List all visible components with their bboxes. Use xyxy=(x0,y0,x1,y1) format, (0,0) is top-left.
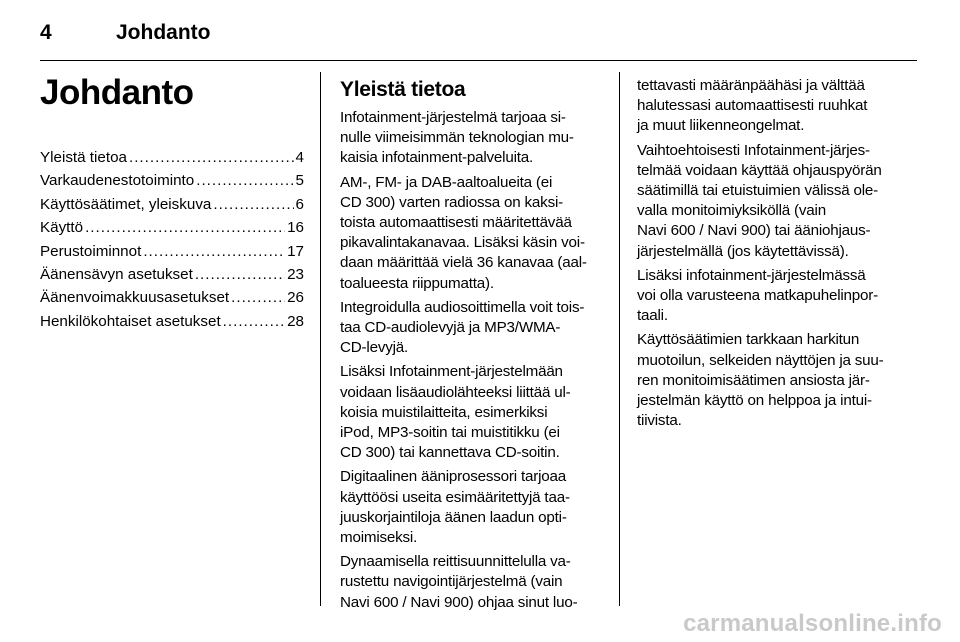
paragraph xyxy=(340,173,604,294)
paragraph xyxy=(637,330,903,431)
column-divider-left xyxy=(320,72,321,606)
table-of-contents xyxy=(40,146,304,333)
text-line: koisia muistilaitteita, esimerkiksi xyxy=(340,403,548,421)
text-line: Lisäksi Infotainment-järjestelmään xyxy=(340,363,563,381)
text-line: Dynaamisella reittisuunnittelulla va- xyxy=(340,553,571,571)
toc-dot-leader xyxy=(213,193,293,216)
text-line: järjestelmällä (jos käytettävissä). xyxy=(637,242,849,260)
text-line: AM-, FM- ja DAB-aaltoalueita (ei xyxy=(340,173,553,191)
toc-entry[interactable] xyxy=(40,193,304,216)
text-line: Käyttösäätimien tarkkaan harkitun xyxy=(637,331,860,349)
paragraph xyxy=(637,76,903,137)
text-line: nulle viimeisimmän teknologian mu- xyxy=(340,129,574,147)
text-line: daan määrittää vielä 36 kanavaa (aal- xyxy=(340,254,587,272)
page-number: 4 xyxy=(40,21,52,44)
text-line: juuskorjaintiloja äänen laadun opti- xyxy=(340,508,567,526)
text-line: ren monitoimisäätimen ansiosta jär- xyxy=(637,371,870,389)
text-line: Integroidulla audiosoittimella voit tois- xyxy=(340,298,585,316)
toc-entry[interactable] xyxy=(40,286,304,309)
toc-entry-label: Käyttösäätimet, yleiskuva xyxy=(40,195,212,213)
column-divider-right xyxy=(619,72,620,606)
text-line: taa CD-audiolevyjä ja MP3/WMA- xyxy=(340,319,561,337)
text-line: Infotainment-järjestelmä tarjoaa si- xyxy=(340,109,566,126)
text-line: voidaan lisäaudiolähteeksi liittää ul- xyxy=(340,383,571,401)
text-line: tiivista. xyxy=(637,412,682,430)
text-line: käyttöösi useita esimääritettyjä taa- xyxy=(340,488,570,506)
toc-entry-label: Äänenvoimakkuusasetukset xyxy=(40,289,230,307)
toc-entry[interactable] xyxy=(40,263,304,286)
paragraph xyxy=(340,552,604,613)
toc-entry-page: 4 xyxy=(295,149,304,166)
toc-entry-page: 23 xyxy=(287,266,304,284)
text-line: CD 300) tai kannettava CD-soitin. xyxy=(340,444,560,462)
paragraph xyxy=(340,298,604,359)
toc-entry-page: 28 xyxy=(287,312,304,330)
toc-entry[interactable] xyxy=(40,240,304,263)
toc-entry-label: Perustoiminnot xyxy=(40,242,142,260)
text-line: rustettu navigointijärjestelmä (vain xyxy=(340,573,563,591)
toc-dot-leader xyxy=(223,310,285,333)
text-line: halutessasi automaattisesti ruuhkat xyxy=(637,97,868,115)
toc-entry[interactable] xyxy=(40,146,304,169)
text-line: Navi 600 / Navi 900) tai ääniohjaus- xyxy=(637,222,871,240)
paragraph xyxy=(637,266,903,327)
text-line: iPod, MP3-soitin tai muistitikku (ei xyxy=(340,424,560,442)
toc-entry-page: 16 xyxy=(287,219,304,237)
text-line: kaisia infotainment-palveluita. xyxy=(340,149,534,167)
toc-column xyxy=(40,68,304,333)
toc-dot-leader xyxy=(85,216,285,239)
text-line: Digitaalinen ääniprosessori tarjoaa xyxy=(340,468,567,486)
text-line: muotoilun, selkeiden näyttöjen ja suu- xyxy=(637,351,884,369)
toc-entry-page: 6 xyxy=(295,195,304,213)
toc-dot-leader xyxy=(143,240,285,263)
text-line: toalueesta riippumatta). xyxy=(340,274,494,292)
toc-entry[interactable] xyxy=(40,169,304,192)
text-line: Navi 600 / Navi 900) ohjaa sinut luo- xyxy=(340,593,578,611)
text-column-middle xyxy=(340,76,604,617)
watermark: carmanualsonline.info xyxy=(683,610,942,637)
toc-entry-label: Käyttö xyxy=(40,219,84,237)
text-line: taali. xyxy=(637,307,668,325)
toc-entry-label: Äänensävyn asetukset xyxy=(40,266,193,284)
toc-dot-leader xyxy=(196,169,293,192)
text-line: tettavasti määränpäähäsi ja välttää xyxy=(637,77,865,94)
right-column-body xyxy=(637,76,903,431)
text-line: valla monitoimiyksiköllä (vain xyxy=(637,202,826,220)
text-line: pikavalintakanavaa. Lisäksi käsin voi- xyxy=(340,234,585,252)
toc-entry-label: Henkilökohtaiset asetukset xyxy=(40,312,221,330)
text-line: jestelmän käyttö on helppoa ja intui- xyxy=(637,392,872,410)
paragraph xyxy=(340,108,604,169)
paragraph xyxy=(637,141,903,262)
text-line: CD-levyjä. xyxy=(340,339,409,357)
text-line: säätimillä tai etuistuimien välissä ole- xyxy=(637,182,879,200)
text-line: Lisäksi infotainment-järjestelmässä xyxy=(637,266,866,284)
toc-entry[interactable] xyxy=(40,310,304,333)
text-line: toista automaattisesti määritettävää xyxy=(340,214,572,232)
text-column-right xyxy=(637,76,903,435)
toc-dot-leader xyxy=(231,286,285,309)
toc-entry-page: 26 xyxy=(287,289,304,307)
middle-column-body xyxy=(340,108,604,613)
toc-entry[interactable] xyxy=(40,216,304,239)
text-line: ja muut liikenneongelmat. xyxy=(637,117,805,135)
toc-dot-leader xyxy=(195,263,285,286)
text-line: voi olla varusteena matkapuhelinpor- xyxy=(637,287,879,305)
running-section-title: Johdanto xyxy=(116,21,211,44)
text-line: Vaihtoehtoisesti Infotainment-järjes- xyxy=(637,141,870,159)
toc-entry-label: Yleistä tietoa xyxy=(40,149,127,166)
toc-entry-page: 5 xyxy=(295,172,304,190)
toc-entry-page: 17 xyxy=(287,242,304,260)
chapter-title: Johdanto xyxy=(40,73,194,112)
text-line: telmää voidaan käyttää ohjauspyörän xyxy=(637,161,882,179)
text-line: CD 300) varten radiossa on kaksi- xyxy=(340,193,563,211)
section-title: Yleistä tietoa xyxy=(340,78,466,101)
paragraph xyxy=(340,362,604,463)
header-rule xyxy=(40,60,917,61)
toc-entry-label: Varkaudenestotoiminto xyxy=(40,172,195,190)
toc-dot-leader xyxy=(129,146,294,169)
paragraph xyxy=(340,467,604,548)
text-line: moimiseksi. xyxy=(340,529,418,547)
